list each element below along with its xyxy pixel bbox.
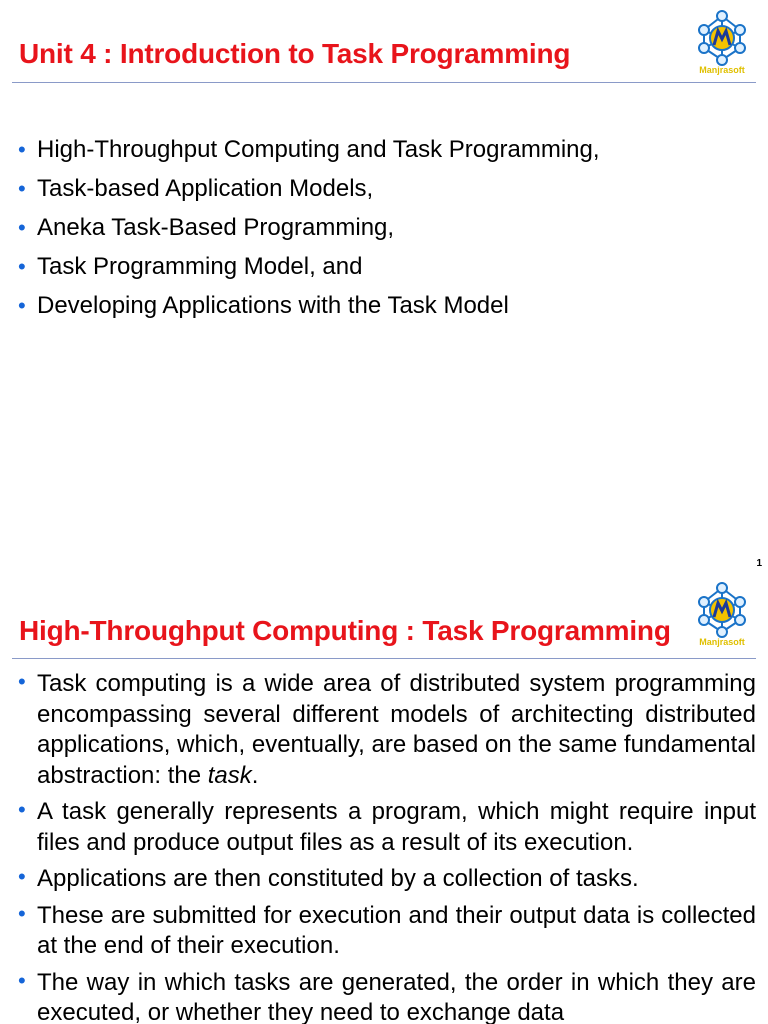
title-divider — [12, 658, 756, 659]
slide-title: High-Throughput Computing : Task Programming — [19, 615, 671, 646]
list-item: • Task Programming Model, and — [14, 247, 754, 286]
list-item: • High-Throughput Computing and Task Programming, — [14, 130, 754, 169]
bullet-dot-icon: • — [18, 293, 26, 318]
list-item: • Aneka Task-Based Programming, — [14, 208, 754, 247]
list-item: • These are submitted for execution and their output data is collected at the end of their execution. — [18, 900, 756, 959]
manjrasoft-logo — [690, 580, 754, 650]
page-number: 1 — [756, 558, 762, 569]
bullet-dot-icon: • — [18, 176, 26, 201]
logo-text: Manjrasoft — [699, 637, 745, 647]
bullet-dot-icon: • — [18, 900, 26, 926]
list-item: • A task generally represents a program, which might require input files and produce output files as a result of its execution. — [18, 797, 756, 856]
list-item: • Developing Applications with the Task Model — [14, 286, 754, 325]
bullet-list — [14, 130, 754, 325]
bullet-dot-icon: • — [18, 797, 26, 822]
bullet-dot-icon: • — [18, 215, 26, 240]
bullet-dot-icon: • — [18, 669, 26, 694]
bullet-dot-icon: • — [18, 864, 26, 889]
bullet-dot-icon: • — [18, 137, 26, 162]
manjrasoft-logo — [690, 8, 754, 78]
logo-text: Manjrasoft — [699, 65, 745, 75]
list-item: • Task computing is a wide area of distributed system programming encompassing several different models of architecting distributed applications, which, eventually, are based on the same fundamental abstraction: the task. — [18, 669, 756, 789]
list-item: • Applications are then constituted by a collection of tasks. — [18, 864, 639, 892]
title-divider — [12, 82, 756, 83]
bullet-dot-icon: • — [18, 967, 26, 993]
slide-2 — [0, 576, 768, 1024]
list-item: • Task-based Application Models, — [14, 169, 754, 208]
slide-title: Unit 4 : Introduction to Task Programming — [19, 38, 571, 69]
bullet-list — [14, 669, 756, 1024]
bullet-dot-icon: • — [18, 254, 26, 279]
list-item: • The way in which tasks are generated, the order in which they are executed, or whether they need to exchange data — [18, 967, 756, 1024]
